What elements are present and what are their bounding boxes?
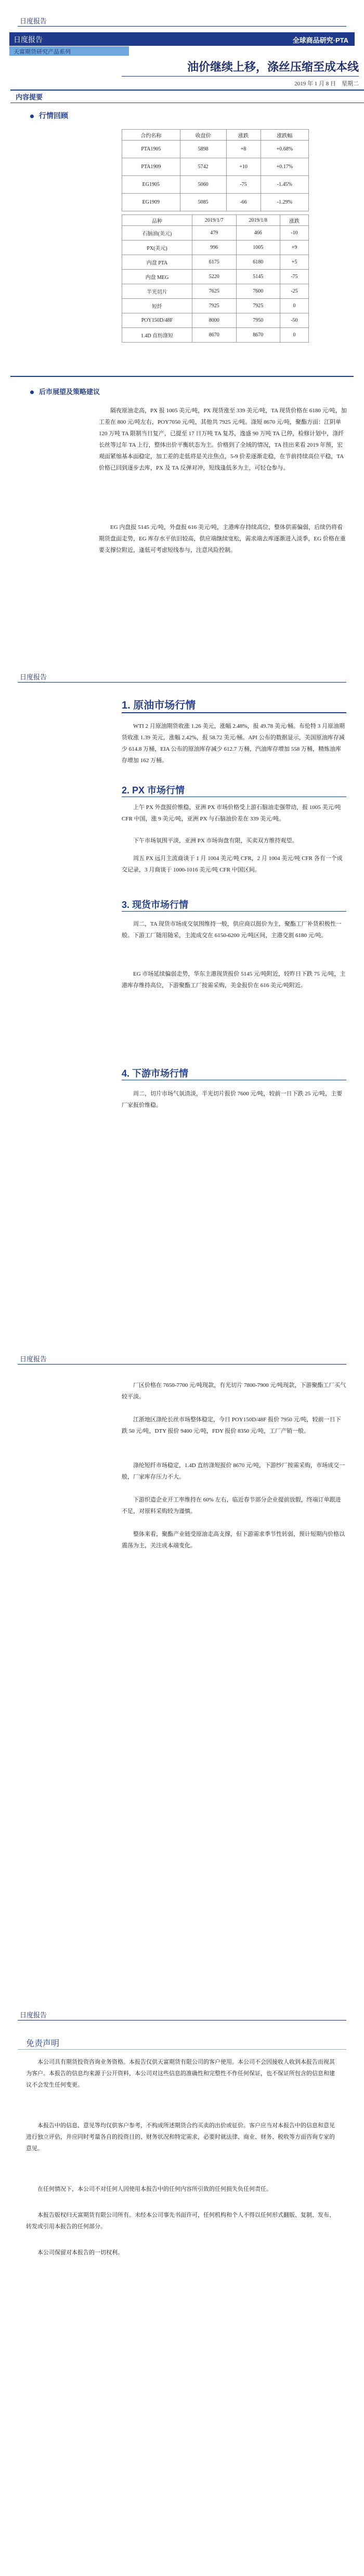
report-band	[9, 32, 355, 46]
table-cell: +0.17%	[261, 158, 308, 176]
section-divider	[10, 376, 354, 377]
outlook-heading-text: 后市展望及策略建议	[39, 388, 100, 396]
table-cell: 5220	[192, 270, 236, 284]
table-cell: EG1905	[122, 176, 180, 194]
page-header-label: 日度报告	[20, 1355, 47, 1363]
chapter-paragraph: 周二，TA 现货市场成交氛围维持一般，供应商以挺价为主，聚酯工厂补货积极性一般。下游工厂随用随采，主流成交在 6150-6200 元/吨区间，主港交割 6180 元/吨。	[122, 921, 342, 939]
table-row	[122, 226, 309, 241]
page-header-label: 日度报告	[20, 17, 47, 25]
table-row	[122, 284, 309, 299]
disclaimer-paragraph: 在任何情况下，本公司不对任何人因使用本报告中的任何内容所引致的任何损失负任何责任。	[37, 2186, 272, 2192]
disclaimer-paragraph: 本报告中的信息、意见等均仅供客户参考，不构成所述期货合约买卖的出价或征价。客户应当对本报告中的信息和意见进行独立评估，并应同时考量各自的投资目的、财务状况和特定需求，必要时就法律、商业、财务、税收等方面咨询专家的意见。	[26, 2123, 335, 2152]
body-paragraph: 涤纶短纤市场稳定，1.4D 直纺涤短报价 8670 元/吨，下游纱厂按需采购，市场成交一般，厂家库存压力不大。	[122, 1462, 345, 1480]
chapter-title: 1. 原油市场行情	[122, 700, 196, 711]
chapter-title: 2. PX 市场行情	[122, 785, 185, 795]
table-cell: -1.45%	[261, 176, 308, 194]
series-label: 天富期货研究产品系列	[14, 49, 71, 55]
table-header-cell: 2019/1/8	[236, 215, 280, 226]
table-cell: PX(美元)	[122, 241, 192, 255]
table-cell: 内盘 PTA	[122, 255, 192, 270]
table-header-row	[122, 130, 309, 141]
series-band	[9, 46, 129, 56]
bullet-icon	[30, 115, 34, 118]
table-cell: -50	[280, 313, 309, 328]
review-heading-text: 行情回顾	[39, 111, 68, 120]
table-header-cell: 涨跌	[226, 130, 261, 141]
table-cell: 1005	[236, 241, 280, 255]
table-cell: -25	[280, 284, 309, 299]
table-row	[122, 313, 309, 328]
table-cell: POY150D/48F	[122, 313, 192, 328]
table-cell: 0	[280, 299, 309, 313]
table-row	[122, 270, 309, 284]
table-cell: 7600	[236, 284, 280, 299]
disclaimer-rule	[18, 2049, 346, 2050]
bullet-icon	[30, 390, 34, 394]
futures-table	[122, 129, 309, 211]
table-cell: -75	[226, 176, 261, 194]
outlook-heading	[30, 386, 100, 396]
table-row	[122, 158, 309, 176]
table-row	[122, 241, 309, 255]
chapter-rule	[122, 712, 346, 713]
table-cell: 内盘 MEG	[122, 270, 192, 284]
chapter-rule	[122, 911, 346, 912]
body-paragraph: 下游织造企业开工率维持在 60% 左右，临近春节部分企业提前放假，终端订单跟进不足，对原料采购较为谨慎。	[122, 1497, 341, 1514]
header-rule	[18, 26, 346, 27]
table-header-cell: 涨跌	[280, 215, 309, 226]
table-header-cell: 品种	[122, 215, 192, 226]
table-row	[122, 255, 309, 270]
table-cell: 0	[280, 328, 309, 343]
table-cell: -75	[280, 270, 309, 284]
table-row	[122, 194, 309, 211]
table-cell: PTA1905	[122, 141, 180, 158]
table-cell: 8670	[192, 328, 236, 343]
table-cell: +10	[226, 158, 261, 176]
table-cell: +5	[280, 255, 309, 270]
chapter-paragraph: 下午市场氛围平淡，亚洲 PX 市场询盘有限，买卖双方维持观望。	[133, 838, 298, 844]
table-cell: 996	[192, 241, 236, 255]
table-cell: 石脑油(美元)	[122, 226, 192, 241]
table-cell: 466	[236, 226, 280, 241]
table-cell: EG1909	[122, 194, 180, 211]
table-row	[122, 299, 309, 313]
table-cell: 5060	[180, 176, 226, 194]
review-heading	[30, 110, 68, 121]
summary-section-head: 内容提要	[10, 90, 364, 103]
table-cell: 5145	[236, 270, 280, 284]
disclaimer-title: 免责声明	[26, 2039, 60, 2048]
table-row	[122, 141, 309, 158]
table-cell: 7925	[236, 299, 280, 313]
table-cell: 8000	[192, 313, 236, 328]
body-paragraph: 整体来看，聚酯产业链受原油走高支撑，但下游需求季节性转弱，预计短期内价格以震荡为主，关注成本端变化。	[122, 1531, 345, 1549]
band-left-label: 日度报告	[14, 35, 43, 44]
table-cell: PTA1909	[122, 158, 180, 176]
table-header-cell: 2019/1/7	[192, 215, 236, 226]
table-cell: 半光切片	[122, 284, 192, 299]
header-rule	[18, 682, 346, 683]
table-cell: 479	[192, 226, 236, 241]
chapter-paragraph: WTI 2 月原油期货收涨 1.26 美元，涨幅 2.48%，报 49.78 美元/桶。布伦特 3 月原油期货收涨 1.39 美元，涨幅 2.42%，报 58.72 美元/桶。API 公布的数据显示，美国原油库存减少 614.8 万桶，EIA 公布的原油库存减少 612.7 万桶，汽油库存增加 558 万桶，精炼油库存增加 162 万桶。	[122, 723, 345, 764]
table-cell: 1.4D 直纺涤短	[122, 328, 192, 343]
table-cell: +0.68%	[261, 141, 308, 158]
report-title: 油价继续上移，涤丝压缩至成本线	[187, 60, 359, 73]
table-cell: 7925	[192, 299, 236, 313]
chapter-title: 3. 现货市场行情	[122, 900, 189, 910]
table-cell: 8670	[236, 328, 280, 343]
table-header-cell: 收盘价	[180, 130, 226, 141]
table-cell: 5085	[180, 194, 226, 211]
disclaimer-paragraph: 本报告版权归天富期货有限公司所有。未经本公司事先书面许可，任何机构和个人不得以任何形式翻版、复制、发布、转发或引用本报告的任何部分。	[26, 2212, 335, 2230]
table-row	[122, 328, 309, 343]
title-rule	[122, 76, 359, 77]
table-cell: 短纤	[122, 299, 192, 313]
disclaimer-paragraph: 本公司保留对本报告的一切权利。	[37, 2250, 123, 2256]
spot-price-table	[122, 214, 309, 343]
table-cell: -66	[226, 194, 261, 211]
table-cell: 6180	[236, 255, 280, 270]
report-date: 2019 年 1 月 8 日 星期二	[294, 81, 359, 87]
chapter-title: 4. 下游市场行情	[122, 1068, 189, 1079]
body-paragraph: 江浙地区涤纶长丝市场整体稳定，今日 POY150D/48F 报价 7950 元/吨，较前一日下跌 50 元/吨，DTY 报价 9400 元/吨，FDY 报价 8350 元/吨，工厂产销一般。	[122, 1417, 341, 1434]
header-rule	[18, 2020, 346, 2021]
page-header-label: 日度报告	[20, 2011, 47, 2019]
table-cell: 5898	[180, 141, 226, 158]
table-cell: +9	[280, 241, 309, 255]
table-cell: 7625	[192, 284, 236, 299]
table-header-cell: 涨跌幅	[261, 130, 308, 141]
disclaimer-paragraph: 本公司具有期货投资咨询业务资格。本报告仅供天富期货有限公司的客户使用。本公司不会因接收人收到本报告而视其为客户。本报告的信息均来源于公开资料，本公司对这些信息的准确性和完整性不作任何保证，也不保证所包含的信息和建议不会发生任何变更。	[26, 2059, 335, 2088]
body-paragraph: 厂区价格在 7650-7700 元/吨现款，有光切片 7800-7900 元/吨现款，下游聚酯工厂买气较平淡。	[122, 1382, 346, 1400]
table-cell: +8	[226, 141, 261, 158]
table-cell: -1.29%	[261, 194, 308, 211]
outlook-paragraph: 隔夜原油走高，PX 报 1005 美元/吨，PX 现货涨至 339 美元/吨，TA 现货价格在 6180 元/吨，加工差在 800 元/吨左右，POY7050 元/吨，其他共 7925 元/吨。涤短 8670 元/吨，聚酯方面：江阴单 120 万吨 TA 限制当日复产，已提至 17 日万吨 TA 复苏，逸盛 90 万吨 TA 已停，检修计划中，涤纤长丝等过年 TA 上行，整体出价平衡状态为主。价格到了全域的情况，TA 挂出来看 2019 年预，宏观面紧缩基本面稳定，加工差的走低将是关注焦点，5-9 价差逐渐走稳，在节前持续高位平稳，TA 价格已回到逐步去库，PX 及 TA 反弹对冲，短线逢低多为主，可轻仓参与。	[99, 408, 347, 471]
page-header-label: 日度报告	[20, 673, 47, 681]
header-rule	[18, 1364, 346, 1365]
table-row	[122, 176, 309, 194]
table-cell: 5742	[180, 158, 226, 176]
outlook-paragraph: EG 内盘报 5145 元/吨，外盘报 616 美元/吨，主港库存持续高位，整体供需偏弱，后续仍将看期货盘面走势，EG 库存水平依旧较高，供应端继续宽松，需求端去库逐渐进入淡季，EG 价格在重要支撑位附近，逢低可考虑短线参与，注意风险控制。	[99, 524, 346, 553]
table-cell: -10	[280, 226, 309, 241]
chapter-paragraph: EG 市场延续偏弱走势，华东主港现货报价 5145 元/吨附近，较昨日下跌 75 元/吨，主港库存维持高位，下游聚酯工厂按需采购，美金报价在 616 美元/吨附近。	[122, 971, 346, 989]
table-header-cell: 合约名称	[122, 130, 180, 141]
chapter-paragraph: 上午 PX 外盘报价维稳，亚洲 PX 市场价格受上游石脑油走强带动，报 1005 美元/吨 CFR 中国，涨 9 美元/吨，亚洲 PX 与石脑油价差在 339 美元/吨。	[122, 804, 341, 822]
table-header-row	[122, 215, 309, 226]
chapter-paragraph: 周五 PX 远月主流商谈于 1 月 1004 美元/吨 CFR，2 月 1004 美元/吨 CFR 各有一个成交记录，3 月商谈于 1000-1016 美元/吨 CFR 中国区间。	[122, 855, 343, 873]
chapter-paragraph: 周二，切片市场气氛清淡，半光切片报价 7600 元/吨，较前一日下跌 25 元/吨，主要厂家报价维稳。	[122, 1091, 343, 1108]
table-cell: 7950	[236, 313, 280, 328]
band-right-label: 全球商品研究·PTA	[292, 36, 348, 44]
table-cell: 6175	[192, 255, 236, 270]
